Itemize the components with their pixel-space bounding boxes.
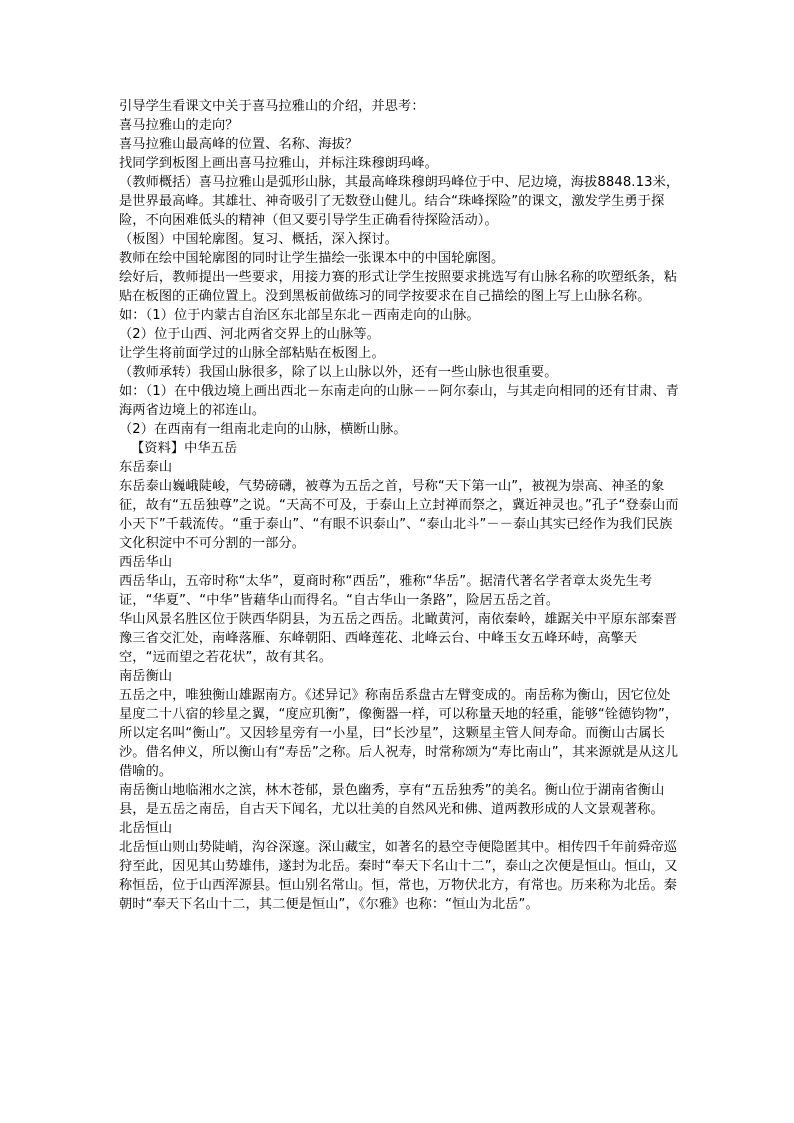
heading-huashan: 西岳华山 <box>119 555 173 570</box>
paragraph-relay-task: 绘好后，教师提出一些要求，用接力赛的形式让学生按照要求挑选写有山脉名称的吹塑纸条，粘贴在板图的正确位置上。没到黑板前做练习的同学按要求在自己描绘的图上写上山脉名称。 <box>119 270 678 304</box>
paragraph-draw-task: 找同学到板图上画出喜马拉雅山，并标注珠穆朗玛峰。 <box>119 156 438 171</box>
document-body <box>119 97 683 914</box>
paragraph-hengshan-north: 北岳恒山则山势陡峭，沟谷深邃。深山藏宝，如著名的悬空寺便隐匿其中。相传四千年前舜帝巡狩至此，因见其山势雄伟，遂封为北岳。秦时“奉天下名山十二”，泰山之次便是恒山。恒山，又称恒岳，位于山西浑源县。恒山别名常山。恒，常也，万物伏北方，有常也。历来称为北岳。秦朝时“奉天下名山十二，其二便是恒山”，《尔雅》也称：“恒山为北岳”。 <box>119 840 678 912</box>
paragraph-hengshan-south-2: 南岳衡山地临湘水之滨，林木苍郁，景色幽秀，享有“五岳独秀”的美名。衡山位于湖南省衡山县，是五岳之南岳，自古天下闻名，尤以壮美的自然风光和佛、道两教形成的人文景观著称。 <box>119 783 665 817</box>
question-direction: 喜马拉雅山的走向？ <box>119 118 239 133</box>
question-peak: 喜马拉雅山最高峰的位置、名称、海拔？ <box>119 137 359 152</box>
example-1: 如：（1）位于内蒙古自治区东北部呈东北－西南走向的山脉。 <box>119 308 480 323</box>
paragraph-teacher-draw: 教师在绘中国轮廓图的同时让学生描绘一张课本中的中国轮廓图。 <box>119 251 505 266</box>
heading-hengshan-north: 北岳恒山 <box>119 821 173 836</box>
paragraph-teacher-summary: （教师概括）喜马拉雅山是弧形山脉，其最高峰珠穆朗玛峰位于中、尼边境，海拔8848.13米，是世界最高峰。其雄壮、神奇吸引了无数登山健儿。结合“珠峰探险”的课文，激发学生勇于探险，不向困难低头的精神（但又要引导学生正确看待探险活动）。 <box>119 175 680 228</box>
paragraph-taishan: 东岳泰山巍峨陡峻，气势磅礴，被尊为五岳之首，号称“天下第一山”，被视为崇高、神圣的象征，故有“五岳独尊”之说。“天高不可及，于泰山上立封禅而祭之，冀近神灵也。”孔子“登泰山而小天下”千载流传。“重于泰山”、“有眼不识泰山”、“泰山北斗”－－泰山其实已经作为我们民族文化积淀中不可分割的一部分。 <box>119 479 679 551</box>
paragraph-board-map: （板图）中国轮廓图。复习、概括，深入探讨。 <box>119 232 399 247</box>
paragraph-paste-mountains: 让学生将前面学过的山脉全部粘贴在板图上。 <box>119 346 385 361</box>
example-4: （2）在西南有一组南北走向的山脉，横断山脉。 <box>119 422 407 437</box>
paragraph-intro: 引导学生看课文中关于喜马拉雅山的介绍，并思考： <box>119 99 425 114</box>
example-3: 如：（1）在中俄边境上画出西北－东南走向的山脉－－阿尔泰山，与其走向相同的还有甘肃、青海两省边境上的祁连山。 <box>119 384 679 418</box>
section-heading-five-mountains: 【资料】中华五岳 <box>131 441 238 456</box>
heading-hengshan-south: 南岳衡山 <box>119 669 173 684</box>
paragraph-teacher-transition: （教师承转）我国山脉很多，除了以上山脉以外，还有一些山脉也很重要。 <box>119 365 558 380</box>
paragraph-hengshan-south-1: 五岳之中，唯独衡山雄踞南方。《述异记》称南岳系盘古左臂变成的。南岳称为衡山，因它位处星度二十八宿的轸星之翼，“度应玑衡”，像衡器一样，可以称量天地的轻重，能够“铨德钧物”，所以定名叫“衡山”。又因轸星旁有一小星，曰“长沙星”，这颗星主管人间寿命。而衡山古属长沙。借名伸义，所以衡山有“寿岳”之称。后人祝寿，时常称颂为“寿比南山”，其来源就是从这儿借喻的。 <box>119 688 679 779</box>
example-2: （2）位于山西、河北两省交界上的山脉等。 <box>119 327 380 342</box>
paragraph-huashan-2: 华山风景名胜区位于陕西华阴县，为五岳之西岳。北瞰黄河，南依秦岭，雄踞关中平原东部秦晋豫三省交汇处，南峰落雁、东峰朝阳、西峰莲花、北峰云台、中峰玉女五峰环峙，高擎天空，“远而望之若花状”，故有其名。 <box>119 612 678 665</box>
paragraph-huashan-1: 西岳华山，五帝时称“太华”，夏商时称“西岳”，雅称“华岳”。据清代著名学者章太炎先生考证，“华夏”、“中华”皆藉华山而得名。“自古华山一条路”，险居五岳之首。 <box>119 574 653 608</box>
heading-taishan: 东岳泰山 <box>119 460 173 475</box>
